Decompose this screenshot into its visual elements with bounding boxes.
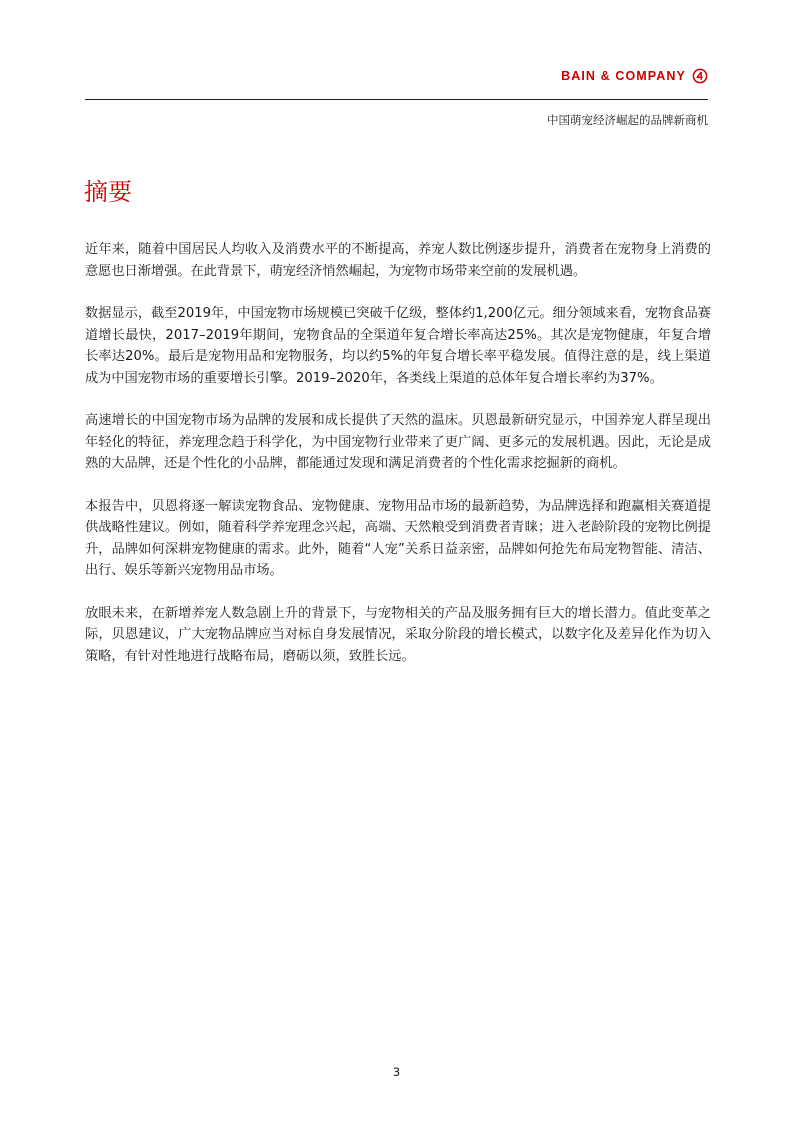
body-content bbox=[85, 239, 711, 688]
paragraph: 放眼未来，在新增养宠人数急剧上升的背景下，与宠物相关的产品及服务拥有巨大的增长潜力。值此变革之际，贝恩建议，广大宠物品牌应当对标自身发展情况，采取分阶段的增长模式，以数字化及差异化作为切入策略，有针对性地进行战略布局，磨砺以须，致胜长远。 bbox=[85, 605, 711, 664]
paragraph: 数据显示，截至2019年，中国宠物市场规模已突破千亿级，整体约1,200亿元。细分领域来看，宠物食品赛道增长最快，2017–2019年期间，宠物食品的全渠道年复合增长率高达25%。其次是宠物健康，年复合增长率达20%。最后是宠物用品和宠物服务，均以约5%的年复合增长率平稳发展。值得注意的是，线上渠道成为中国宠物市场的重要增长引擎。2019–2020年，各类线上渠道的总体年复合增长率约为37%。 bbox=[85, 306, 711, 386]
paragraph: 高速增长的中国宠物市场为品牌的发展和成长提供了天然的温床。贝恩最新研究显示，中国养宠人群呈现出年轻化的特征，养宠理念趋于科学化，为中国宠物行业带来了更广阔、更多元的发展机遇。因此，无论是成熟的大品牌，还是个性化的小品牌，都能通过发现和满足消费者的个性化需求挖掘新的商机。 bbox=[85, 413, 711, 471]
section-title: 摘要 bbox=[84, 178, 132, 206]
paragraph: 本报告中，贝恩将逐一解读宠物食品、宠物健康、宠物用品市场的最新趋势，为品牌选择和跑赢相关赛道提供战略性建议。例如，随着科学养宠理念兴起，高端、天然粮受到消费者青睐；进入老龄阶段的宠物比例提升，品牌如何深耕宠物健康的需求。此外，随着“人宠”关系日益亲密，品牌如何抢先布局宠物智能、清洁、出行、娱乐等新兴宠物用品市场。 bbox=[85, 498, 711, 578]
brand-name: BAIN & COMPANY bbox=[561, 69, 686, 83]
paragraph: 近年来，随着中国居民人均收入及消费水平的不断提高，养宠人数比例逐步提升，消费者在宠物身上消费的意愿也日渐增强。在此背景下，萌宠经济悄然崛起，为宠物市场带来空前的发展机遇。 bbox=[85, 242, 711, 279]
bain-circle-logo-icon bbox=[692, 68, 708, 84]
page-number: 3 bbox=[392, 1065, 401, 1079]
header-divider bbox=[85, 99, 708, 100]
page-header bbox=[561, 62, 708, 90]
running-title: 中国萌宠经济崛起的品牌新商机 bbox=[547, 113, 708, 127]
